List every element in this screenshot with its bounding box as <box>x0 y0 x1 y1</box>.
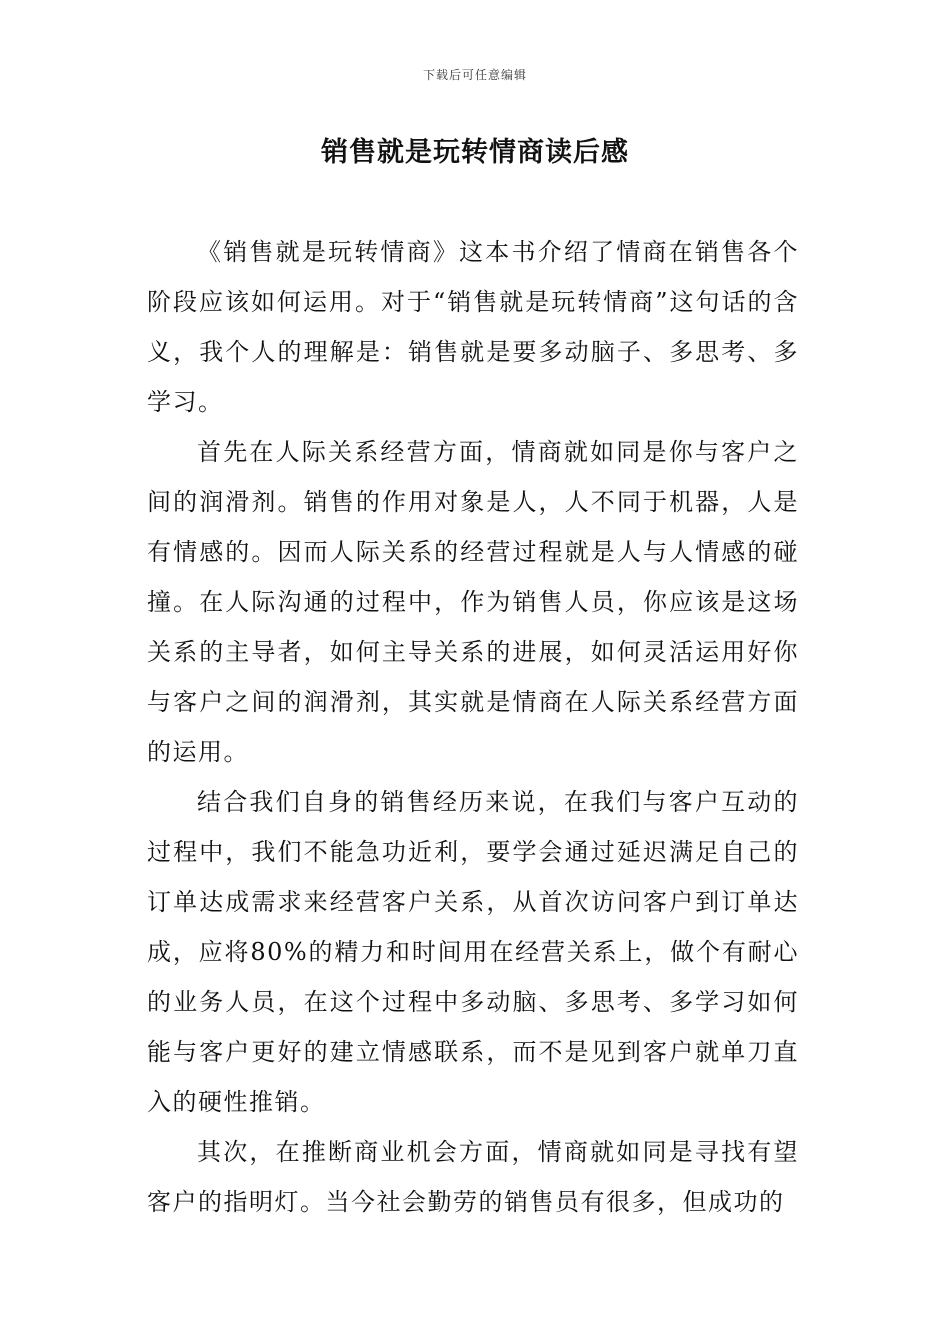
paragraph-1: 《销售就是玩转情商》这本书介绍了情商在销售各个阶段应该如何运用。对于“销售就是玩转情商”这句话的含义，我个人的理解是：销售就是要多动脑子、多思考、多学习。 <box>147 238 799 416</box>
document-body <box>147 227 799 1227</box>
paragraph-4: 其次，在推断商业机会方面，情商就如同是寻找有望客户的指明灯。当今社会勤劳的销售员有很多，但成功的 <box>147 1138 799 1216</box>
paragraph-3: 结合我们自身的销售经历来说，在我们与客户互动的过程中，我们不能急功近利，要学会通过延迟满足自己的订单达成需求来经营客户关系，从首次访问客户到订单达成，应将80%的精力和时间用在经营关系上，做个有耐心的业务人员，在这个过程中多动脑、多思考、多学习如何能与客户更好的建立情感联系，而不是见到客户就单刀直入的硬性推销。 <box>147 788 799 1116</box>
paragraph-2: 首先在人际关系经营方面，情商就如同是你与客户之间的润滑剂。销售的作用对象是人，人不同于机器，人是有情感的。因而人际关系的经营过程就是人与人情感的碰撞。在人际沟通的过程中，作为销售人员，你应该是这场关系的主导者，如何主导关系的进展，如何灵活运用好你与客户之间的润滑剂，其实就是情商在人际关系经营方面的运用。 <box>147 438 799 766</box>
document-title: 销售就是玩转情商读后感 <box>321 137 629 168</box>
header-note: 下载后可任意编辑 <box>422 68 527 82</box>
